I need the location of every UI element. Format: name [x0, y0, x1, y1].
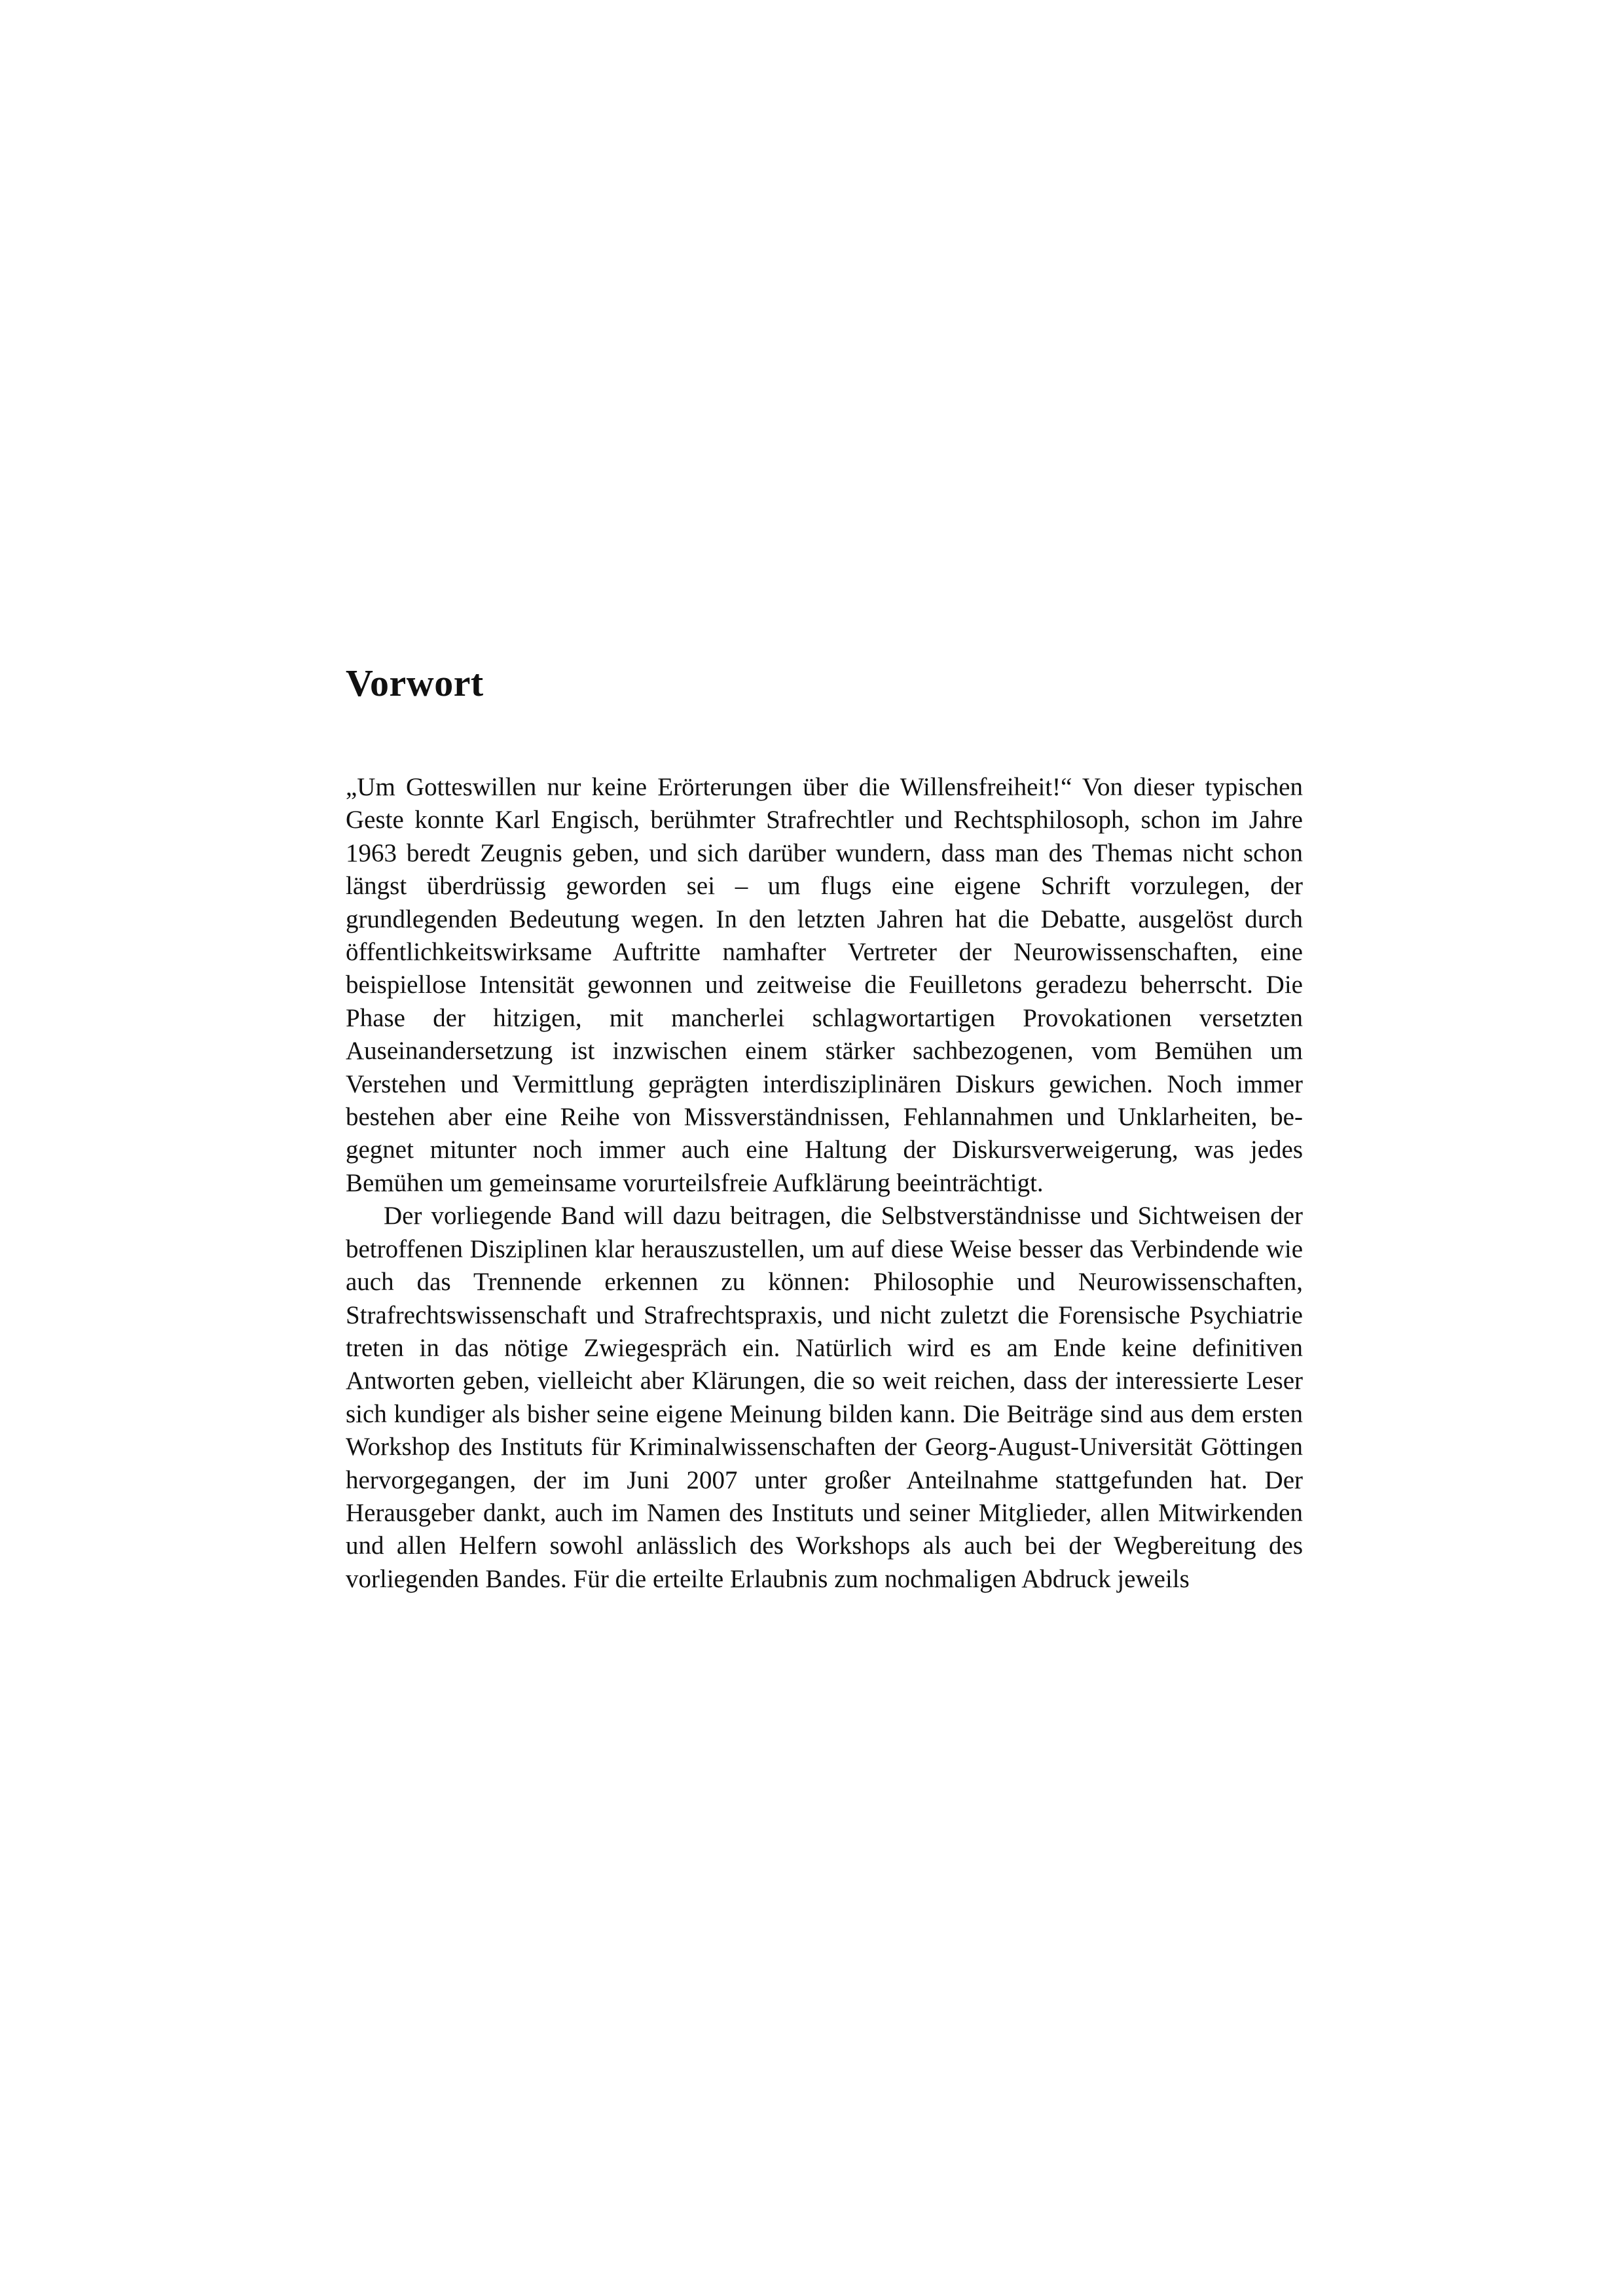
- page-title: Vorwort: [346, 662, 484, 704]
- body-text: [346, 771, 1303, 1596]
- paragraph: „Um Gotteswillen nur keine Erörterungen über die Willensfreiheit!“ Von dieser typischen Geste konnte Karl Engisch, berühmter Strafrechtler und Rechtsphilosoph, schon im Jahre 1963 beredt Zeugnis geben, und sich darüber wundern, dass man des Themas nicht schon längst überdrüssig geworden sei – um flugs eine eigene Schrift vorzulegen, der grundlegenden Bedeutung wegen. In den letzten Jahren hat die Debatte, ausgelöst durch öffentlichkeitswirksame Auftritte namhafter Vertreter der Neurowissenschaften, eine beispiellose Intensität gewonnen und zeitweise die Feuilletons geradezu beherrscht. Die Phase der hitzigen, mit mancherlei schlagwortartigen Provokationen versetzten Auseinandersetzung ist inzwischen einem stärker sachbezogenen, vom Bemühen um Verstehen und Vermittlung geprägten interdisziplinären Diskurs gewichen. Noch immer bestehen aber eine Reihe von Missverständnissen, Fehlannahmen und Unklarheiten, begegnet mitunter noch immer auch eine Haltung der Diskursverweigerung, was jedes Bemühen um gemeinsame vorurteilsfreie Aufklärung beeinträchtigt.: [346, 773, 1303, 1197]
- paragraph: Der vorliegende Band will dazu beitragen, die Selbstverständnisse und Sichtweisen der betroffenen Disziplinen klar herauszustellen, um auf diese Weise besser das Verbindende wie auch das Trennende erkennen zu können: Philosophie und Neurowissenschaften, Strafrechtswissenschaft und Strafrechtspraxis, und nicht zuletzt die Forensische Psychiatrie treten in das nötige Zwiegespräch ein. Natürlich wird es am Ende keine definitiven Antworten geben, vielleicht aber Klärungen, die so weit reichen, dass der interessierte Leser sich kundiger als bisher seine eigene Meinung bilden kann. Die Beiträge sind aus dem ersten Workshop des Instituts für Kriminalwissenschaften der Georg-August-Universität Göttingen hervorgegangen, der im Juni 2007 unter großer Anteilnahme stattgefunden hat. Der Herausgeber dankt, auch im Namen des Instituts und seiner Mitglieder, allen Mitwirkenden und allen Helfern sowohl anlässlich des Workshops als auch bei der Wegbereitung des vorliegenden Bandes. Für die erteilte Erlaubnis zum nochmaligen Abdruck jeweils: [346, 1202, 1303, 1593]
